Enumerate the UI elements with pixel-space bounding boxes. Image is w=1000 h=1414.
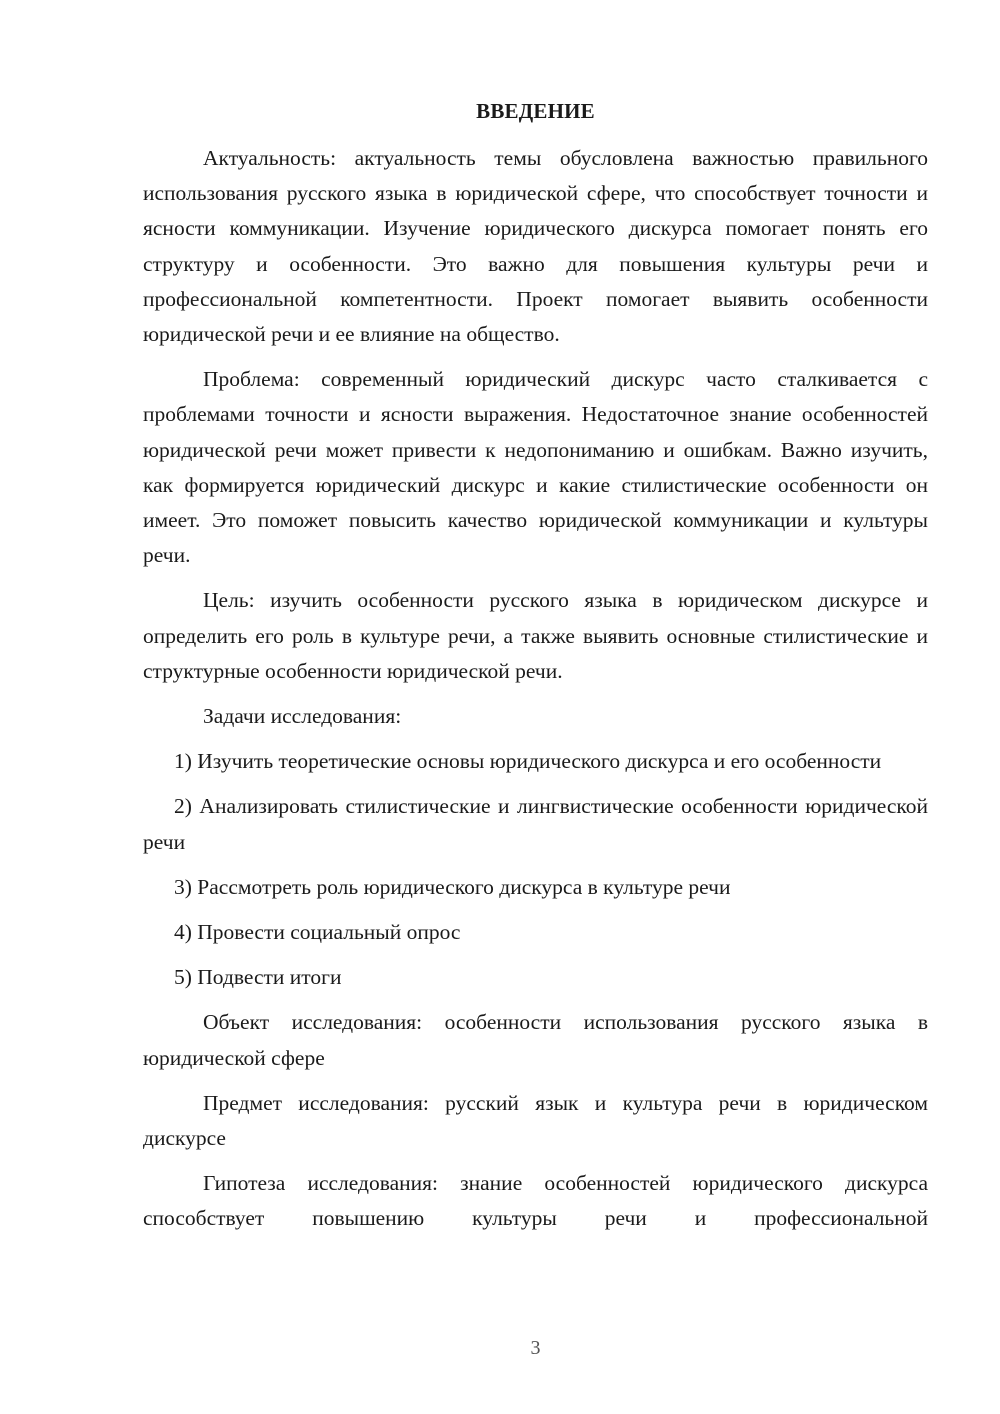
tasks-heading: Задачи исследования:: [203, 704, 402, 729]
subject-paragraph: Предмет исследования: русский язык и культура речи в юридическом дискурсе: [143, 1090, 928, 1151]
hypothesis-paragraph: Гипотеза исследования: знание особенностей юридического дискурса способствует повышению культуры речи и профессиональной: [143, 1171, 928, 1231]
document-page: [143, 0, 928, 1414]
task-item: 2) Анализировать стилистические и лингвистические особенности юридической речи: [143, 794, 928, 854]
page-number: 3: [530, 1337, 541, 1359]
document-body: [143, 141, 928, 1247]
section-title: ВВЕДЕНИЕ: [476, 99, 595, 123]
task-item: 4) Провести социальный опрос: [174, 920, 461, 945]
problem-paragraph: Проблема: современный юридический дискурс часто сталкивается с проблемами точности и ясности выражения. Недостаточное знание особенностей юридической речи может привести к недопониманию и ошибкам. Важно изучить, как формируется юридический дискурс и какие стилистические особенности он имеет. Это поможет повысить качество юридической коммуникации и культуры речи.: [143, 367, 928, 568]
task-item: 1) Изучить теоретические основы юридического дискурса и его особенности: [174, 749, 882, 774]
task-item: 5) Подвести итоги: [174, 965, 342, 990]
goal-paragraph: Цель: изучить особенности русского языка в юридическом дискурсе и определить его роль в культуре речи, а также выявить основные стилистические и структурные особенности юридической речи.: [143, 588, 928, 683]
object-paragraph: Объект исследования: особенности использования русского языка в юридической сфере: [143, 1010, 928, 1070]
relevance-paragraph: Актуальность: актуальность темы обусловлена важностью правильного использования русского языка в юридической сфере, что способствует точности и ясности коммуникации. Изучение юридического дискурса помогает понять его структуру и особенности. Это важно для повышения культуры речи и профессиональной компетентности. Проект помогает выявить особенности юридической речи и ее влияние на общество.: [143, 146, 928, 347]
task-item: 3) Рассмотреть роль юридического дискурса в культуре речи: [174, 874, 731, 899]
